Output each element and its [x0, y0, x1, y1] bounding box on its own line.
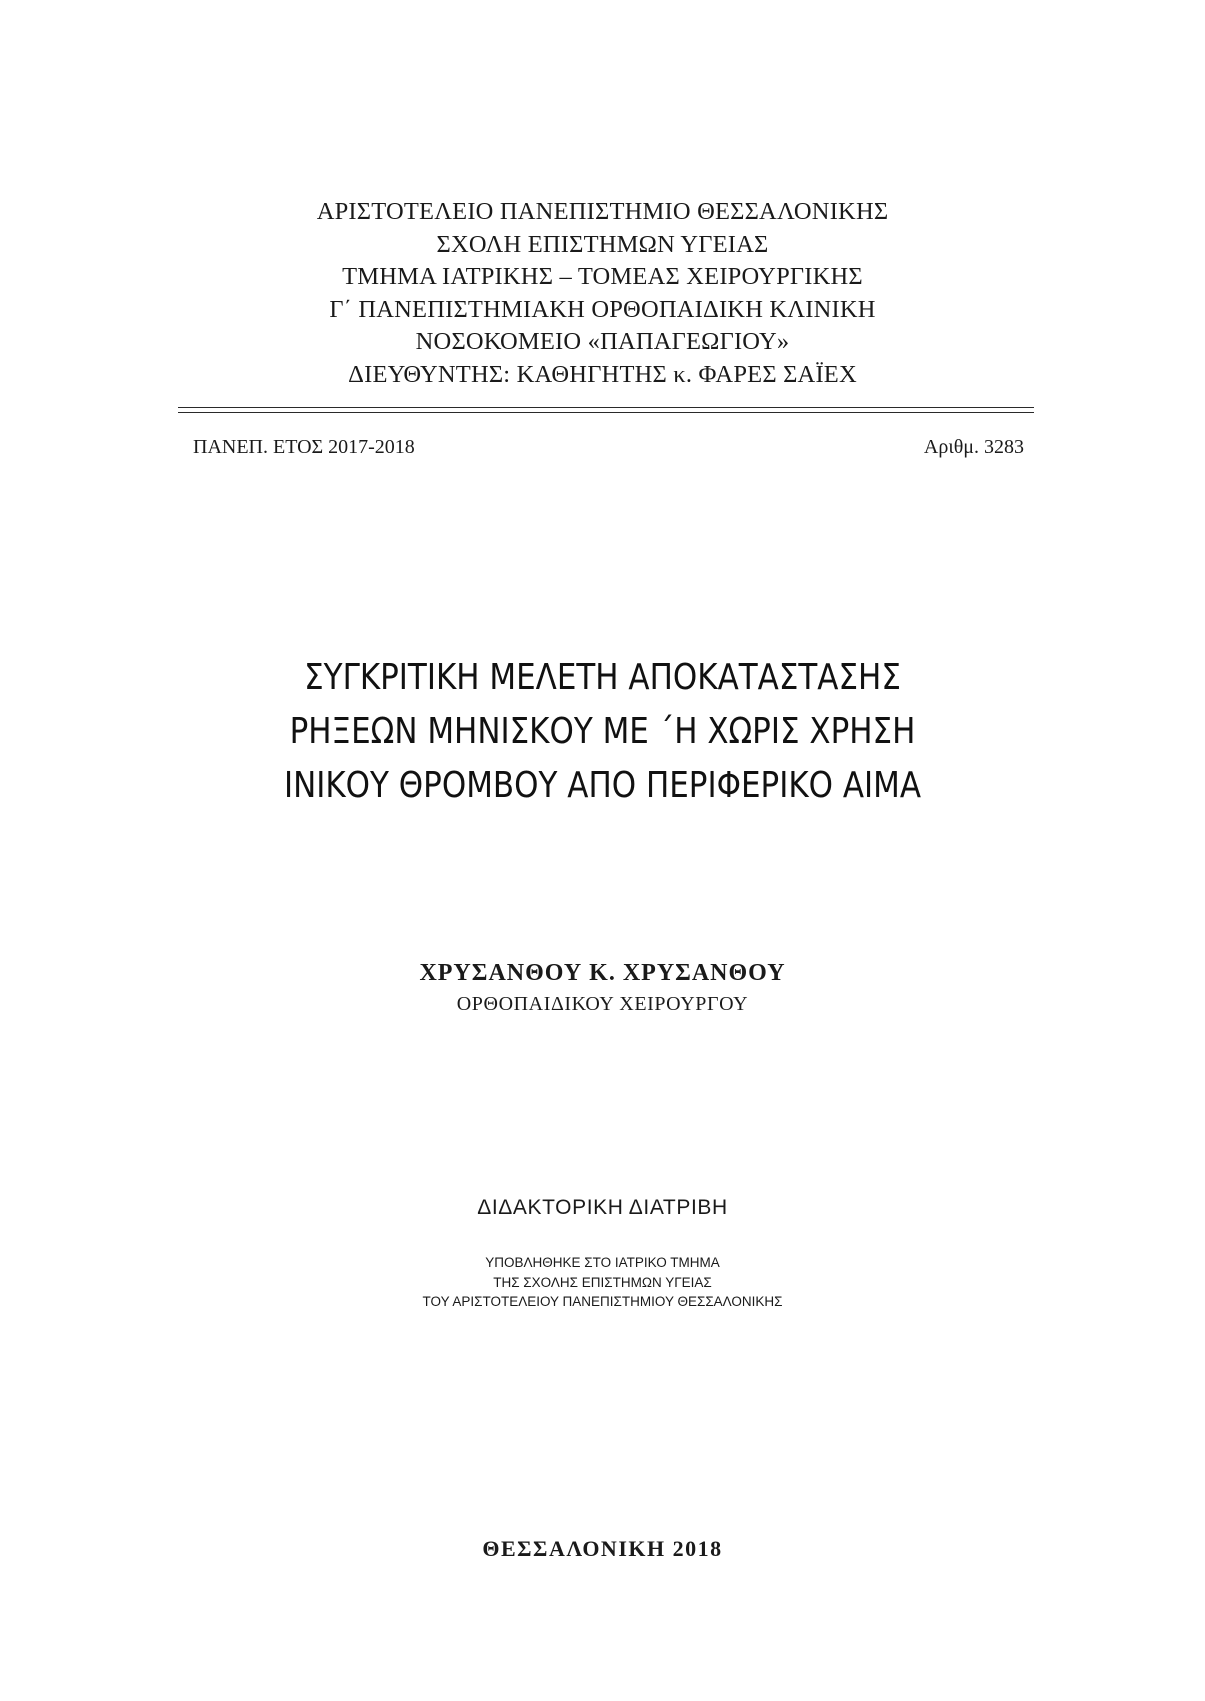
academic-year: ΠΑΝΕΠ. ΕΤΟΣ 2017-2018 [193, 436, 415, 458]
document-number: Αριθμ. 3283 [923, 436, 1024, 458]
title-line: ΙΝΙΚΟΥ ΘΡΟΜΒΟΥ ΑΠΟ ΠΕΡΙΦΕΡΙΚΟ ΑΙΜΑ [283, 765, 922, 806]
institution-header [0, 196, 1205, 391]
title-line: ΣΥΓΚΡΙΤΙΚΗ ΜΕΛΕΤΗ ΑΠΟΚΑΤΑΣΤΑΣΗΣ [304, 657, 901, 698]
header-divider-bottom [178, 412, 1034, 413]
clinic-name: Γ΄ ΠΑΝΕΠΙΣΤΗΜΙΑΚΗ ΟΡΘΟΠΑΙΔΙΚΗ ΚΛΙΝΙΚΗ [329, 295, 876, 323]
submission-statement [0, 1253, 1205, 1312]
title-line: ΡΗΞΕΩΝ ΜΗΝΙΣΚΟΥ ΜΕ ΄Η ΧΩΡΙΣ ΧΡΗΣΗ [289, 711, 916, 752]
author-role: ΟΡΘΟΠΑΙΔΙΚΟΥ ΧΕΙΡΟΥΡΓΟΥ [456, 993, 749, 1015]
thesis-title [84, 651, 1120, 813]
director-line: ΔΙΕΥΘΥΝΤΗΣ: ΚΑΘΗΓΗΤΗΣ κ. ΦΑΡΕΣ ΣΑΪΕΧ [348, 360, 857, 388]
submission-line: ΥΠΟΒΛΗΘΗΚΕ ΣΤΟ ΙΑΤΡΙΚΟ ΤΜΗΜΑ [485, 1255, 720, 1270]
submission-line: ΤΗΣ ΣΧΟΛΗΣ ΕΠΙΣΤΗΜΩΝ ΥΓΕΙΑΣ [493, 1274, 712, 1290]
place-and-year: ΘΕΣΣΑΛΟΝΙΚΗ 2018 [482, 1536, 723, 1561]
hospital-name: ΝΟΣΟΚΟΜΕΙΟ «ΠΑΠΑΓΕΩΓΙΟΥ» [415, 328, 790, 355]
department-name: ΤΜΗΜΑ ΙΑΤΡΙΚΗΣ – ΤΟΜΕΑΣ ΧΕΙΡΟΥΡΓΙΚΗΣ [342, 263, 863, 290]
header-divider-top [178, 407, 1034, 408]
author-name: ΧΡΥΣΑΝΘΟΥ Κ. ΧΡΥΣΑΝΘΟΥ [419, 960, 786, 986]
school-name: ΣΧΟΛΗ ΕΠΙΣΤΗΜΩΝ ΥΓΕΙΑΣ [436, 230, 769, 258]
submission-line: ΤΟΥ ΑΡΙΣΤΟΤΕΛΕΙΟΥ ΠΑΝΕΠΙΣΤΗΜΙΟΥ ΘΕΣΣΑΛΟΝΙΚΗΣ [422, 1294, 783, 1309]
university-name: ΑΡΙΣΤΟΤΕΛΕΙΟ ΠΑΝΕΠΙΣΤΗΜΙΟ ΘΕΣΣΑΛΟΝΙΚΗΣ [316, 198, 889, 225]
thesis-type: ΔΙΔΑΚΤΟΡΙΚΗ ΔΙΑΤΡΙΒΗ [477, 1196, 728, 1219]
